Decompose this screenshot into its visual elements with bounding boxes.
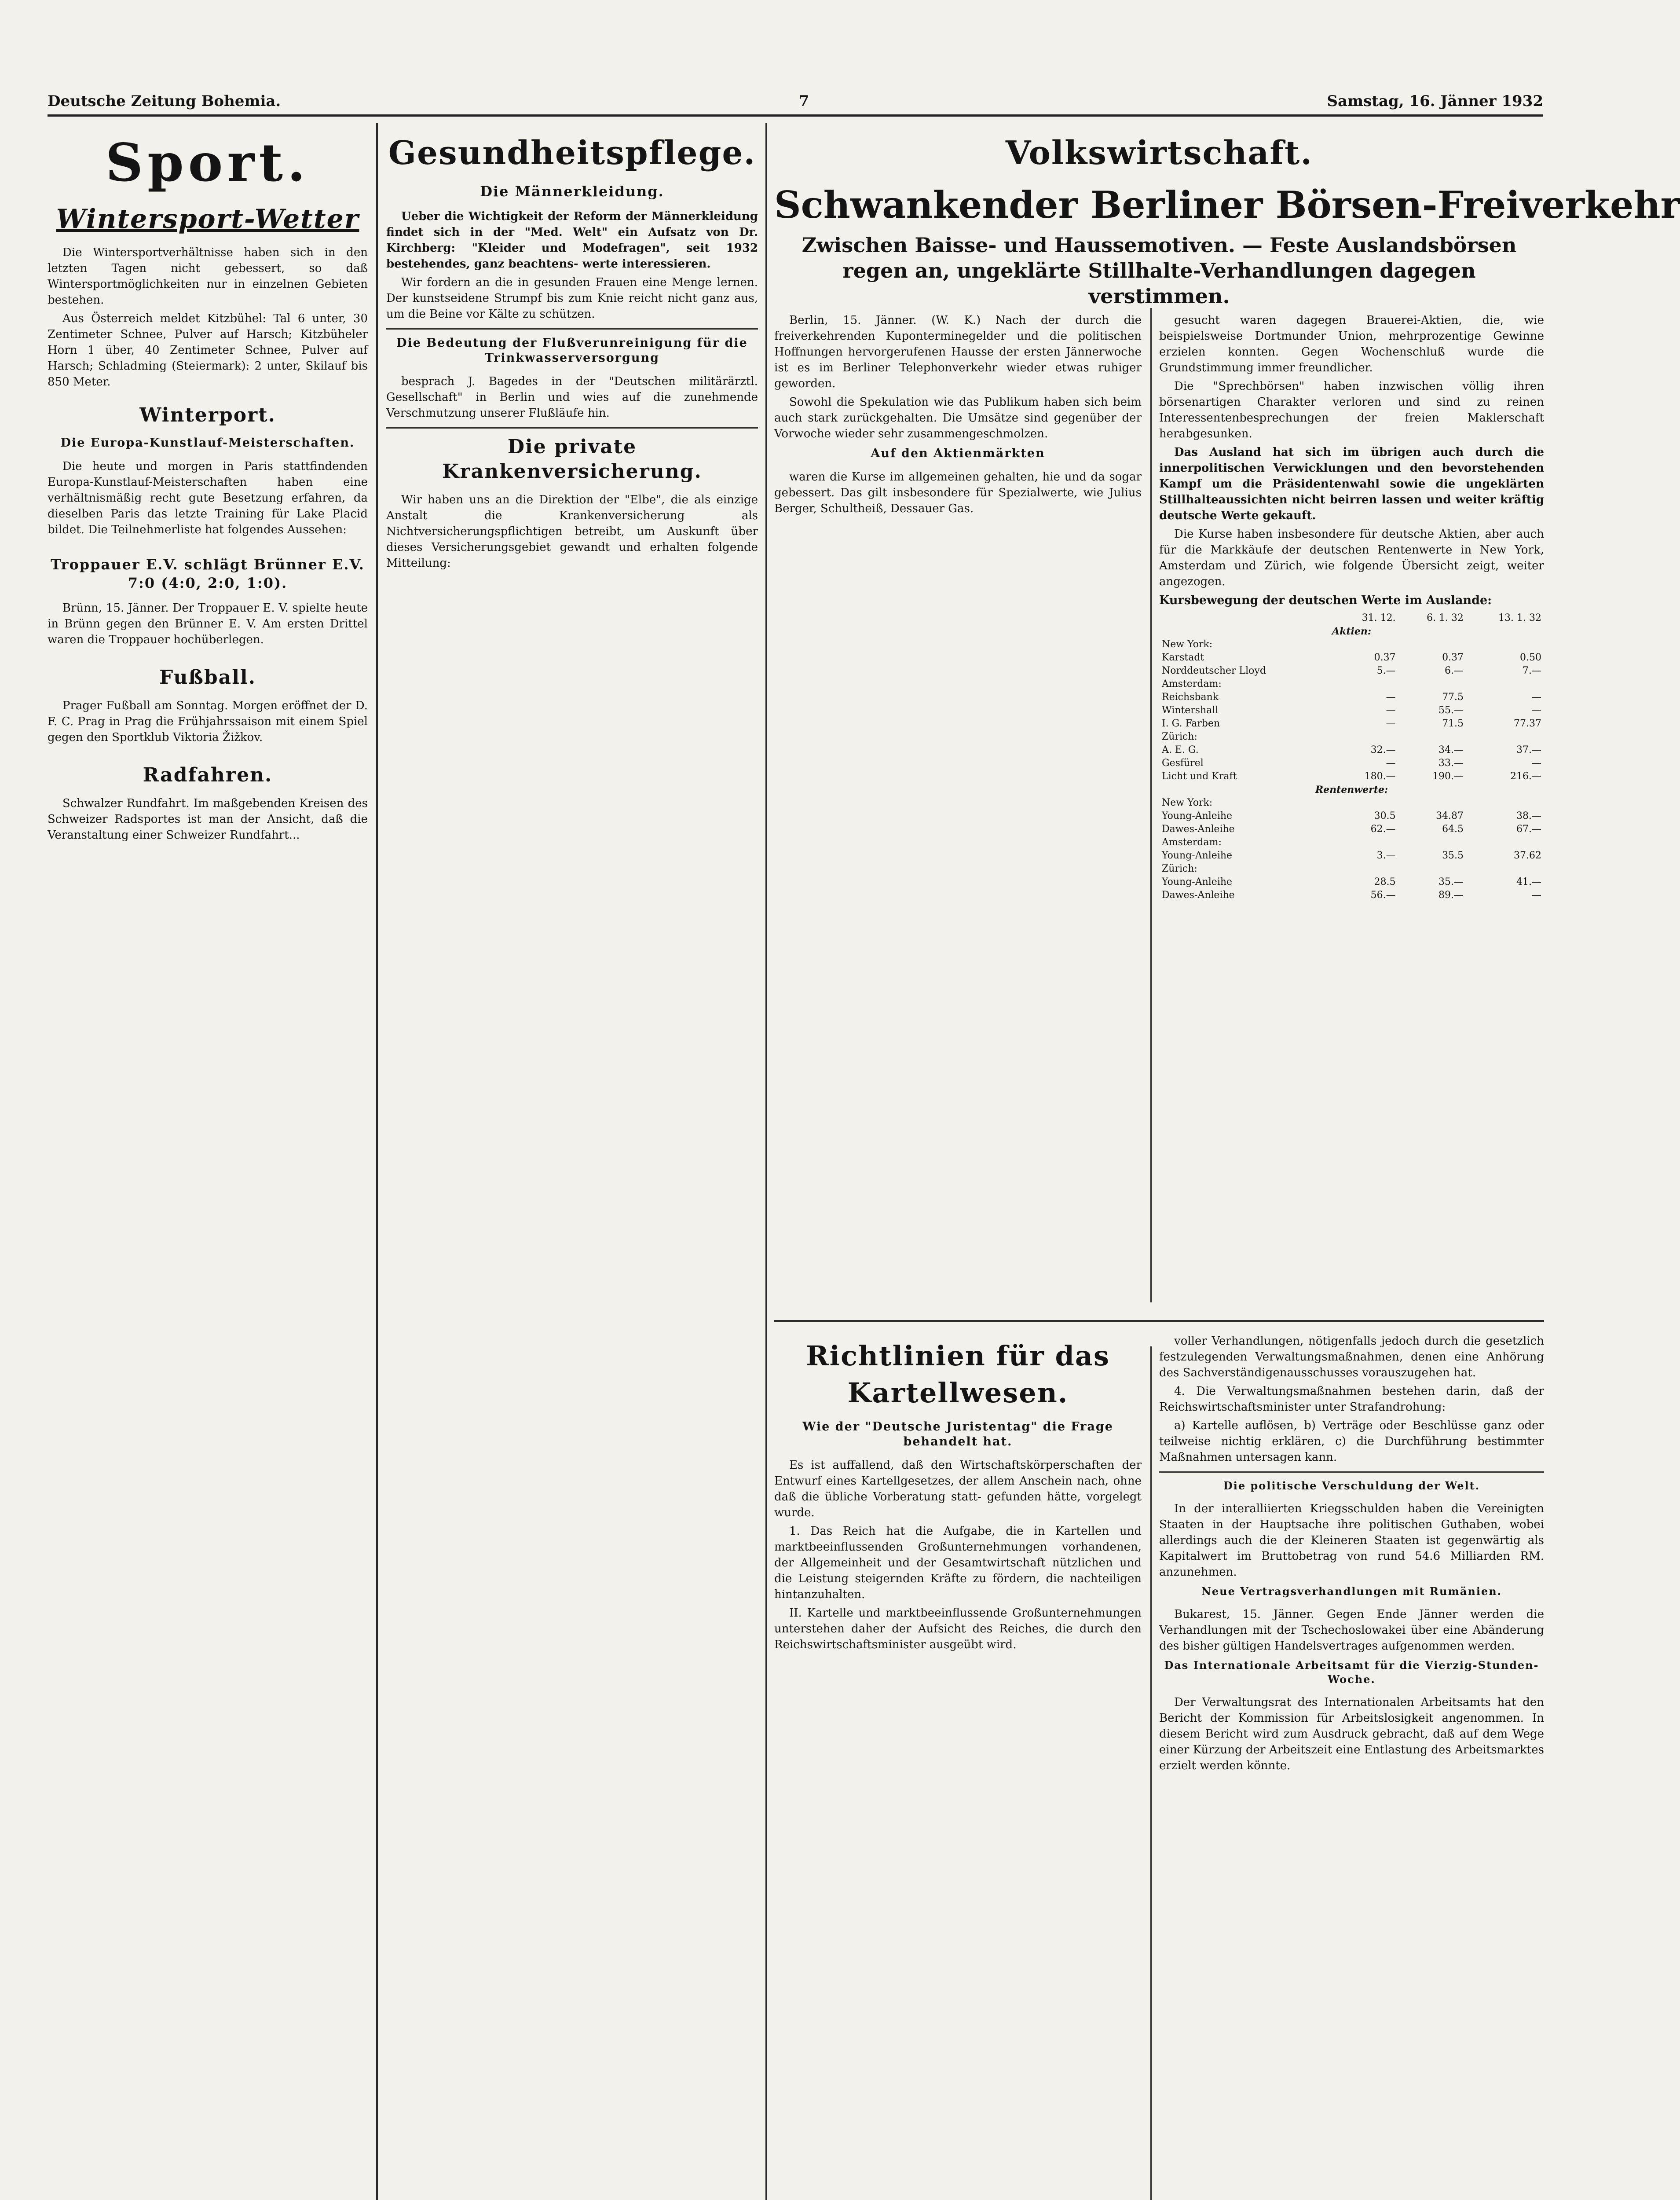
table-cell: [1336, 678, 1398, 691]
table-cell: [1336, 638, 1398, 651]
table-row: [1159, 849, 1544, 862]
economy-headline: Schwankender Berliner Börsen-Freiverkehr: [774, 183, 1680, 227]
table-row: [1159, 638, 1544, 651]
article-text: Der Verwaltungsrat des Internationalen Arbeitsamts hat den Bericht der Kommission für Arbeitslosigkeit angenommen. In diesem Bericht wird zum Ausdruck gebracht, daß auf dem Wege einer Kürzung der Arbeitszeit eine Entlastung des Arbeitsmarktes erzielt werden könnte.: [1159, 1696, 1544, 1772]
article-text: In der interalliierten Kriegsschulden haben die Vereinigten Staaten in der Hauptsache ihre politischen Guthaben, wobei allerdings auch die der Kleineren Staaten ist gegenwärtig als Kapitalwert im Bruttobetrag von rund 54.6 Milliarden RM. anzunehmen.: [1159, 1502, 1544, 1579]
economy-notes-column: [1159, 1333, 1544, 2200]
table-cell: 56.—: [1370, 890, 1396, 901]
table-cell: [1466, 638, 1544, 651]
fussball-heading: Fußball.: [159, 666, 256, 689]
table-cell: [1336, 730, 1398, 744]
article-text: Ueber die Wichtigkeit der Reform der Männerkleidung findet sich in der "Med. Welt" ein Aufsatz von Dr. Kirchberg: "Kleider und Modefragen", seit 1932 bestehendes, ganz beachtens- werte interessieren.: [386, 210, 758, 271]
radfahren-heading: Radfahren.: [143, 764, 273, 786]
table-row: [1159, 678, 1544, 691]
table-cell: 6.—: [1445, 665, 1464, 676]
winterport-heading: Winterport.: [139, 404, 276, 426]
table-row-label: Young-Anleihe: [1162, 876, 1233, 887]
table-header-cell: [1159, 612, 1336, 625]
column-rule: [376, 123, 378, 2200]
article-text: Es ist auffallend, daß den Wirtschaftskörperschaften der Entwurf eines Kartellgesetzes, der allem Anschein nach, ohne daß die übliche Vorberatung statt- gefunden hätte, vorgelegt wurde.: [774, 1459, 1142, 1519]
table-header-row: [1159, 612, 1544, 625]
table-cell: —: [1386, 758, 1396, 769]
table-row: [1159, 823, 1544, 836]
table-cell: 34.87: [1436, 810, 1464, 821]
sport-title: Sport.: [105, 132, 310, 193]
article-text: voller Verhandlungen, nötigenfalls jedoch durch die gesetzlich festzulegenden Verwaltungsmaßnahmen, denen eine Anhörung des Sachverständigenausschusses vorauszugehen hat.: [1159, 1335, 1544, 1379]
issue-date: Samstag, 16. Jänner 1932: [1327, 92, 1543, 110]
article-text: gesucht waren dagegen Brauerei-Aktien, die, wie beispielsweise Dortmunder Union, mehrprozentige Gewinne erzielen konnten. Gegen Wochenschluß wurde die Grundstimmung immer freundlicher.: [1159, 314, 1544, 374]
table-row: [1159, 744, 1544, 757]
table-cell: 71.5: [1442, 718, 1464, 729]
article-text: Prager Fußball am Sonntag. Morgen eröffnet der D. F. C. Prag in Prag die Frühjahrssaison mit einem Spiel gegen den Sportklub Viktoria Žižkov.: [48, 699, 368, 744]
table-cell: [1336, 796, 1398, 810]
table-cell: 5.—: [1376, 665, 1396, 676]
table-cell: 33.—: [1438, 758, 1464, 769]
article-text: Aus Österreich meldet Kitzbühel: Tal 6 unter, 30 Zentimeter Schnee, Pulver auf Harsch; Kitzbüheler Horn 1 über, 40 Zentimeter Schnee, Pulver auf Harsch; Schladming (Steiermark): 2 unter, Skilauf bis 850 Meter.: [48, 312, 368, 389]
article-divider: [1159, 1471, 1544, 1473]
article-text: 1. Das Reich hat die Aufgabe, die in Kartellen und marktbeeinflussenden Großunternehmungen vorhandenen, der Allgemeinheit und der Gesamtwirtschaft nützlichen und die Leistung steigernden Kräfte zu fördern, die nachteiligen hintanzuhalten.: [774, 1525, 1142, 1601]
labour-heading: Das Internationale Arbeitsamt für die Vierzig-Stunden-Woche.: [1164, 1659, 1539, 1686]
share-price-table: [1159, 612, 1544, 902]
table-cell: [1466, 796, 1544, 810]
table-row-label: Amsterdam:: [1162, 837, 1222, 848]
table-header-cell: 13. 1. 32: [1498, 612, 1541, 623]
article-text: Die Kurse haben insbesondere für deutsche Aktien, aber auch für die Markkäufe der deutschen Rentenwerte in New York, Amsterdam und Zürich, wie folgende Übersicht zeigt, weiter angezogen.: [1159, 528, 1544, 588]
water-heading: Die Bedeutung der Flußverunreinigung für die Trinkwasserversorgung: [396, 336, 748, 365]
table-cell: 41.—: [1516, 876, 1541, 887]
article-text: Die Wintersportverhältnisse haben sich in den letzten Tagen nicht gebessert, so daß Wintersportmöglichkeiten nur in einzelnen Gebieten bestehen.: [48, 246, 368, 307]
cartel-title: Richtlinien für das Kartellwesen.: [806, 1340, 1110, 1409]
running-header: [48, 88, 1543, 117]
table-title: Kursbewegung der deutschen Werte im Auslande:: [1159, 594, 1492, 607]
table-cell: 190.—: [1432, 771, 1464, 782]
column-rule: [765, 123, 767, 2200]
table-cell: 30.5: [1374, 810, 1396, 821]
table-row-label: I. G. Farben: [1162, 718, 1220, 729]
table-cell: —: [1532, 692, 1541, 703]
economy-column-right: [1159, 312, 1544, 1311]
article-text: 4. Die Verwaltungsmaßnahmen bestehen darin, daß der Reichswirtschaftsminister unter Strafandrohung:: [1159, 1385, 1544, 1414]
health-subtitle: Die Männerkleidung.: [480, 183, 664, 200]
table-cell: [1466, 862, 1544, 876]
table-group-row: [1159, 783, 1544, 796]
table-cell: —: [1386, 705, 1396, 716]
table-cell: 37.—: [1516, 744, 1541, 755]
table-cell: 37.62: [1514, 850, 1541, 861]
table-row-label: Young-Anleihe: [1162, 810, 1233, 821]
table-row-label: Licht und Kraft: [1162, 771, 1237, 782]
economy-column-left: [774, 312, 1142, 1311]
table-cell: [1398, 638, 1466, 651]
troppau-heading: Troppauer E.V. schlägt Brünner E.V. 7:0 (4:0, 2:0, 1:0).: [51, 556, 365, 591]
table-cell: 0.37: [1442, 652, 1464, 663]
table-row: [1159, 836, 1544, 849]
article-text: Wir haben uns an die Direktion der "Elbe", die als einzige Anstalt die Krankenversicherung als Nichtversicherungspflichtigen betreibt, um Auskunft über dieses Versicherungsgebiet gewandt und erhalten folgende Mitteilung:: [386, 493, 758, 570]
table-row-label: Norddeutscher Lloyd: [1162, 665, 1266, 676]
table-header-cell: 31. 12.: [1362, 612, 1396, 623]
table-row-label: Dawes-Anleihe: [1162, 890, 1235, 901]
table-row: [1159, 691, 1544, 704]
table-cell: 89.—: [1438, 890, 1464, 901]
table-cell: 0.50: [1520, 652, 1541, 663]
table-cell: —: [1386, 692, 1396, 703]
table-row-label: Dawes-Anleihe: [1162, 824, 1235, 835]
table-row-label: Amsterdam:: [1162, 678, 1222, 689]
article-divider: [386, 328, 758, 330]
aktienmaerkte-heading: Auf den Aktienmärkten: [871, 447, 1045, 460]
column-rule: [1150, 308, 1152, 1302]
table-cell: —: [1386, 718, 1396, 729]
health-title: Gesundheitspflege.: [388, 134, 756, 172]
table-row: [1159, 664, 1544, 678]
table-cell: 55.—: [1438, 705, 1464, 716]
page-number: 7: [798, 92, 809, 110]
table-cell: 35.5: [1442, 850, 1464, 861]
article-text: waren die Kurse im allgemeinen gehalten, hie und da sogar gebessert. Das gilt insbesondere für Spezialwerte, wie Julius Berger, Schultheiß, Dessauer Gas.: [774, 470, 1142, 515]
table-row-label: Zürich:: [1162, 863, 1197, 874]
table-cell: [1466, 730, 1544, 744]
economy-header: [774, 128, 1680, 308]
table-row: [1159, 810, 1544, 823]
article-text: Schwalzer Rundfahrt. Im maßgebenden Kreisen des Schweizer Radsportes ist man der Ansicht, daß die Veranstaltung einer Schweizer Rundfahrt...: [48, 797, 368, 842]
column-rule: [1150, 1346, 1152, 2200]
table-group-label: Aktien:: [1332, 626, 1371, 637]
health-column: [386, 128, 758, 2200]
insurance-heading: Die private Krankenversicherung.: [442, 436, 702, 483]
table-row: [1159, 717, 1544, 730]
table-group-label: Rentenwerte:: [1315, 784, 1388, 796]
economy-title: Volkswirtschaft.: [1005, 134, 1313, 172]
debt-heading: Die politische Verschuldung der Welt.: [1223, 1479, 1480, 1492]
paper-name: Deutsche Zeitung Bohemia.: [48, 92, 281, 110]
table-row-label: New York:: [1162, 797, 1213, 808]
table-cell: 0.37: [1374, 652, 1396, 663]
table-row-label: Zürich:: [1162, 731, 1197, 742]
table-cell: 216.—: [1510, 771, 1541, 782]
sport-column: [48, 128, 368, 2200]
table-cell: [1398, 796, 1466, 810]
table-row: [1159, 796, 1544, 810]
table-row: [1159, 889, 1544, 902]
table-cell: [1398, 678, 1466, 691]
table-cell: 3.—: [1376, 850, 1396, 861]
table-row-label: New York:: [1162, 639, 1213, 650]
article-text: a) Kartelle auflösen, b) Verträge oder Beschlüsse ganz oder teilweise nichtig erklären, c) die Durchführung bestimmter Maßnahmen untersagen kann.: [1159, 1419, 1544, 1464]
article-text: Das Ausland hat sich im übrigen auch durch die innerpolitischen Verwicklungen und den bevorstehenden Kampf um die Präsidentenwahl sowie die ungeklärten Stillhalteaussichten nicht beirren lassen und weiter kräftig deutsche Werte gekauft.: [1159, 446, 1544, 522]
table-row-label: Gesfürel: [1162, 758, 1204, 769]
table-cell: 28.5: [1374, 876, 1396, 887]
table-cell: 180.—: [1364, 771, 1396, 782]
table-cell: —: [1532, 758, 1541, 769]
wintersport-weather-title: Wintersport-Wetter: [56, 204, 359, 235]
article-text: Sowohl die Spekulation wie das Publikum haben sich beim auch stark zurückgehalten. Die Umsätze sind gegenüber der Vorwoche wieder sehr zusammengeschmolzen.: [774, 396, 1142, 440]
table-cell: —: [1532, 890, 1541, 901]
table-cell: 38.—: [1516, 810, 1541, 821]
article-text: besprach J. Bagedes in der "Deutschen militärärztl. Gesellschaft" in Berlin und wies auf die zunehmende Verschmutzung unserer Flußläufe hin.: [386, 375, 758, 420]
table-row-label: A. E. G.: [1162, 744, 1199, 755]
romania-heading: Neue Vertragsverhandlungen mit Rumänien.: [1201, 1585, 1502, 1598]
table-cell: 7.—: [1523, 665, 1541, 676]
cartel-column: [774, 1333, 1142, 2200]
table-row: [1159, 730, 1544, 744]
table-cell: [1336, 836, 1398, 849]
article-text: Die heute und morgen in Paris stattfindenden Europa-Kunstlauf-Meisterschaften haben eine verhältnismäßig recht gute Besetzung erfahren, da dieselben Paris das letzte Training für Lake Placid bildet. Die Teilnehmerliste hat folgendes Aussehen:: [48, 460, 368, 536]
table-cell: 35.—: [1438, 876, 1464, 887]
table-row: [1159, 876, 1544, 889]
table-cell: 67.—: [1516, 824, 1541, 835]
table-group-row: [1159, 625, 1544, 638]
table-cell: 77.5: [1442, 692, 1464, 703]
table-row: [1159, 770, 1544, 783]
table-row-label: Karstadt: [1162, 652, 1204, 663]
article-divider: [386, 427, 758, 429]
table-cell: 62.—: [1370, 824, 1396, 835]
article-text: Die "Sprechbörsen" haben inzwischen völlig ihren börsenartigen Charakter verloren und sind zu reinen Interessentenbesprechungen der freien Maklerschaft herabgesunken.: [1159, 380, 1544, 440]
table-cell: 64.5: [1442, 824, 1464, 835]
table-cell: [1466, 678, 1544, 691]
table-cell: 34.—: [1438, 744, 1464, 755]
article-text: Berlin, 15. Jänner. (W. K.) Nach der durch die freiverkehrenden Kuponterminegelder und die politischen Hoffnungen hervorgerufenen Hausse der ersten Jännerwoche ist es im Berliner Telephonverkehr wieder etwas ruhiger geworden.: [774, 314, 1142, 390]
article-text: Bukarest, 15. Jänner. Gegen Ende Jänner werden die Verhandlungen mit der Tschechoslowakei über eine Abänderung des bisher gültigen Handelsvertrages aufgenommen werden.: [1159, 1608, 1544, 1653]
table-cell: 32.—: [1370, 744, 1396, 755]
table-row-label: Wintershall: [1162, 705, 1219, 716]
table-row-label: Young-Anleihe: [1162, 850, 1233, 861]
table-cell: [1466, 836, 1544, 849]
table-cell: [1398, 862, 1466, 876]
table-cell: [1398, 836, 1466, 849]
table-row: [1159, 862, 1544, 876]
europa-heading: Die Europa-Kunstlauf-Meisterschaften.: [60, 436, 355, 450]
table-row-label: Reichsbank: [1162, 692, 1219, 703]
article-text: II. Kartelle und marktbeeinflussende Großunternehmungen unterstehen daher der Aufsicht des Reiches, die durch den Reichswirtschaftsminister ausgeübt wird.: [774, 1606, 1142, 1651]
article-text: Brünn, 15. Jänner. Der Troppauer E. V. spielte heute in Brünn gegen den Brünner E. V. Am ersten Drittel waren die Troppauer hochüberlegen.: [48, 601, 368, 646]
table-cell: [1336, 862, 1398, 876]
table-cell: 77.37: [1514, 718, 1541, 729]
table-row: [1159, 757, 1544, 770]
cartel-subtitle: Wie der "Deutsche Juristentag" die Frage behandelt hat.: [802, 1420, 1113, 1448]
economy-subheadline: Zwischen Baisse- und Haussemotiven. — Feste Auslandsbörsen regen an, ungeklärte Stillhalte-Verhandlungen dagegen verstimmen.: [802, 233, 1517, 308]
table-row: [1159, 651, 1544, 664]
section-divider: [774, 1320, 1544, 1322]
table-cell: —: [1532, 705, 1541, 716]
table-cell: [1398, 730, 1466, 744]
table-row: [1159, 704, 1544, 717]
article-text: Wir fordern an die in gesunden Frauen eine Menge lernen. Der kunstseidene Strumpf bis zum Knie reicht nicht ganz aus, um die Beine vor Kälte zu schützen.: [386, 276, 758, 321]
table-header-cell: 6. 1. 32: [1427, 612, 1464, 623]
